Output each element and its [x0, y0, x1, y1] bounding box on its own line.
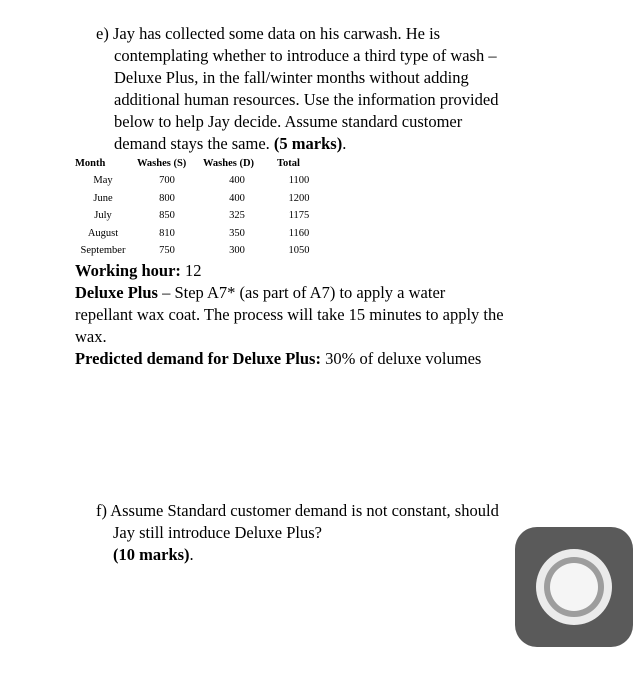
question-f-marks: (10 marks)	[113, 545, 190, 564]
question-f-marks-end: .	[189, 545, 194, 564]
predicted-demand-value: 30% of deluxe volumes	[325, 349, 482, 368]
cell-total: 1175	[288, 210, 310, 222]
working-hour	[75, 260, 202, 282]
predicted-demand-label: Predicted demand for Deluxe Plus:	[75, 349, 321, 368]
header-washes-d: Washes (D)	[203, 157, 255, 169]
cell-washes-d: 400	[229, 192, 245, 204]
cell-month: August	[87, 227, 119, 239]
cell-washes-s: 850	[159, 210, 175, 222]
header-washes-s: Washes (S)	[137, 157, 187, 169]
table-header-row	[72, 154, 324, 172]
deluxe-plus-text-1: – Step A7* (as part of A7) to apply a water	[162, 283, 446, 302]
cell-washes-s: 810	[159, 227, 175, 239]
carwash-data-table	[72, 154, 324, 260]
table-row	[72, 242, 324, 260]
cell-washes-s: 700	[159, 175, 175, 187]
table-row	[72, 207, 324, 225]
question-f-line-3	[113, 544, 194, 566]
deluxe-plus-line-1	[75, 282, 445, 304]
predicted-demand	[75, 348, 481, 370]
working-hour-label: Working hour:	[75, 261, 181, 280]
header-month: Month	[75, 157, 106, 169]
table-row	[72, 190, 324, 208]
assistive-touch-icon	[536, 549, 612, 625]
cell-total: 1050	[288, 245, 310, 257]
cell-total: 1100	[288, 175, 310, 187]
deluxe-plus-line-2: repellant wax coat. The process will take 15 minutes to apply the	[75, 305, 504, 324]
cell-month: September	[80, 245, 126, 257]
cell-washes-d: 325	[229, 210, 245, 222]
cell-month: July	[94, 210, 112, 222]
question-e-marks-end: .	[342, 134, 347, 153]
question-e-line-6	[114, 133, 346, 155]
assistive-touch-button[interactable]	[515, 527, 633, 647]
question-e-line-3: Deluxe Plus, in the fall/winter months without adding	[114, 68, 469, 87]
cell-washes-s: 750	[159, 245, 175, 257]
cell-washes-s: 800	[159, 192, 175, 204]
cell-washes-d: 300	[229, 245, 245, 257]
question-e-line-5: below to help Jay decide. Assume standard customer	[114, 112, 463, 131]
question-e-last-text: demand stays the same.	[114, 134, 270, 153]
question-e-marks: (5 marks)	[273, 134, 343, 153]
cell-month: June	[93, 192, 113, 204]
question-e-line-1: e) Jay has collected some data on his carwash. He is	[96, 24, 441, 43]
cell-total: 1160	[288, 227, 310, 239]
header-total: Total	[277, 157, 300, 169]
cell-washes-d: 400	[229, 175, 245, 187]
cell-total: 1200	[288, 192, 310, 204]
deluxe-plus-label: Deluxe Plus	[75, 283, 158, 302]
cell-month: May	[93, 175, 113, 187]
working-hour-value: 12	[185, 261, 202, 280]
question-f-line-1: f) Assume Standard customer demand is not constant, should	[96, 501, 499, 520]
deluxe-plus-line-3: wax.	[75, 327, 107, 346]
table-row	[72, 225, 324, 243]
question-e-line-2: contemplating whether to introduce a third type of wash –	[114, 46, 497, 65]
question-e-line-4: additional human resources. Use the information provided	[114, 90, 499, 109]
cell-washes-d: 350	[229, 227, 245, 239]
question-f-line-2: Jay still introduce Deluxe Plus?	[113, 523, 322, 542]
table-row	[72, 172, 324, 190]
